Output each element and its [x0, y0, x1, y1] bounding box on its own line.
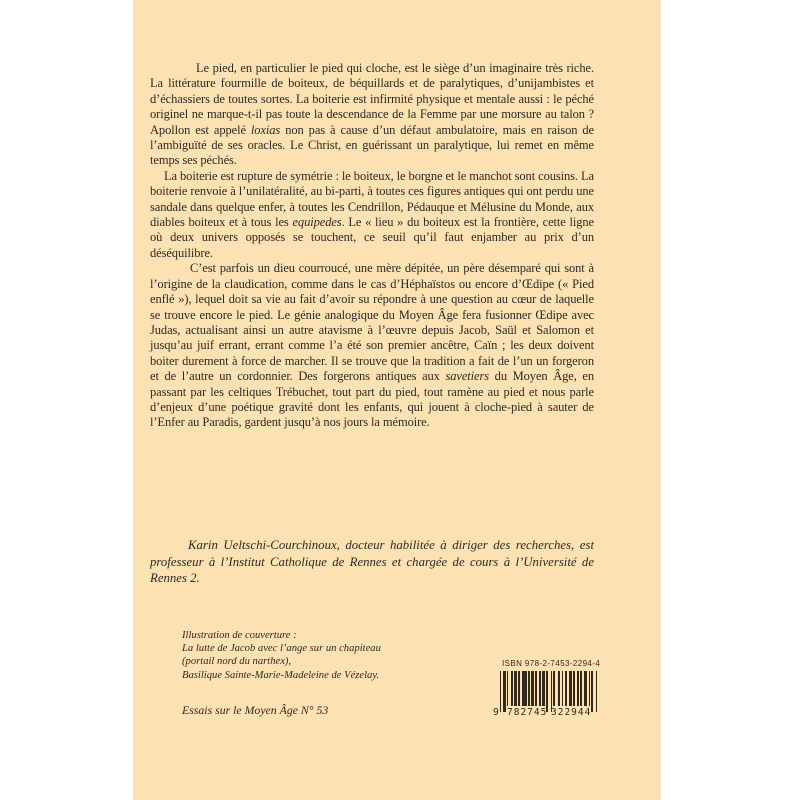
barcode-bar: [507, 671, 508, 706]
text-segment: C’est parfois un dieu courroucé, une mère dépitée, un père désemparé qui sont à l’origine de la claudication, comme dans le cas d’Héphaïstos ou encore d’Œdipe (« Pied enflé »), lequel doit sa vie au fait d’avoir su répondre à une question au cœur de laquelle se trouve encore le pied. Le génie analogique du Moyen Âge fera fusionner Œdipe avec Judas, actualisant ainsi un autre atavisme à l’œuvre depuis Jacob, Saül et Salomon et jusqu’au juif errant, errant comme l’a été son premier ancêtre, Caïn ; les deux doivent boiter durement à force de marcher. Il se trouve que la tradition a fait de l’un un forgeron et de l’autre un cordonnier. Des forgerons antiques aux: [150, 261, 594, 384]
paragraph: [150, 261, 594, 430]
barcode-bar: [503, 671, 506, 712]
cover-credit-line: La lutte de Jacob avec l’ange sur un chapiteau: [182, 643, 381, 655]
text-segment: La boiterie est rupture de symétrie : le boiteux, le borgne et le manchot sont cousins. La boiterie renvoie à l’unilatéralité, au bi-parti, à toutes ces figures antiques qui ont perdu une sandale dans quelque enfer, à toutes les Cendrillon, Pédauque et Mélusine du Monde, aux diables boiteux et à tous les: [150, 168, 594, 230]
barcode-bar: [500, 671, 501, 712]
italic-term: loxias: [250, 122, 281, 137]
barcode-bar: [584, 671, 587, 706]
barcode-bar: [518, 671, 519, 706]
barcode-bar: [535, 671, 536, 706]
barcode-digit-group1: 782745: [507, 707, 548, 718]
text-segment: . Le « lieu » du boiteux est la frontière, cette ligne où deux univers opposés se touchent, ce seuil qu’il faut enjamber au prix d’un déséquilibre.: [150, 215, 594, 260]
barcode-bar: [553, 671, 554, 706]
barcode-bar: [589, 671, 590, 706]
barcode-bar: [558, 671, 561, 706]
barcode-bar: [569, 671, 572, 706]
italic-term: savetiers: [445, 369, 490, 384]
barcode-bar: [577, 671, 578, 706]
body-text: [150, 61, 594, 431]
barcode-bar: [565, 671, 568, 706]
barcode-bar: [511, 671, 512, 706]
isbn-label: ISBN 978-2-7453-2294-4: [502, 659, 601, 668]
cover-credit-line: (portail nord du narthex),: [182, 656, 292, 668]
text-segment: non pas à cause d’un défaut ambulatoire, mais en raison de l’ambiguïté de ses oracles. Le Christ, en guérissant un paralytique, lui remet en même temps ses péchés.: [150, 122, 594, 168]
barcode-bar: [551, 671, 552, 712]
author-bio: Karin Ueltschi-Courchinoux, docteur habilitée à diriger des recherches, est professeur à l’Institut Catholique de Rennes et chargée de cours à l’Université de Rennes 2.: [150, 538, 594, 586]
text-segment: Le pied, en particulier le pied qui cloche, est le siège d’un imaginaire très riche. La littérature fourmille de boiteux, de béquillards et de paralytiques, d’unijambistes et d’échassiers de toutes sortes. La boiterie est infirmité physique et mentale aussi : le péché originel ne marque-t-il pas toute la descendance de la Femme par une morsure au talon ? Apollon est appelé: [150, 61, 594, 137]
barcode-bar: [514, 671, 517, 706]
barcode-bar: [528, 671, 529, 706]
paragraph: [150, 61, 594, 169]
barcode-bar: [542, 671, 545, 706]
barcode-digits: [488, 707, 604, 718]
barcode-digit-group2: 322944: [551, 707, 592, 718]
barcode-bar: [596, 671, 597, 712]
isbn-barcode: [488, 659, 604, 718]
text-segment: du Moyen Âge, en passant par les celtiques Trébuchet, tout part du pied, tout ramène au pied et nous parle d’enjeux d’une poétique gravité dont les enfants, qui jouent à cloche-pied à sauter de l’Enfer au Paradis, gardent jusqu’à nos jours la mémoire.: [150, 369, 594, 430]
barcode-bars-icon: [500, 670, 598, 711]
barcode-bar: [562, 671, 563, 706]
series-label: Essais sur le Moyen Âge N° 53: [182, 703, 329, 717]
cover: [133, 0, 661, 800]
italic-term: equipedes: [292, 215, 342, 230]
barcode-bar: [522, 671, 526, 706]
cover-credit-line: Illustration de couverture :: [182, 630, 297, 641]
barcode-digit-left: 9: [493, 707, 499, 718]
barcode-bar: [546, 671, 547, 712]
barcode-bar: [573, 671, 574, 706]
barcode-bar: [531, 671, 534, 706]
barcode-bar: [591, 671, 592, 712]
barcode-bar: [580, 671, 581, 706]
barcode-bar: [539, 671, 540, 706]
paragraph: [150, 169, 594, 261]
cover-credit: [182, 629, 381, 682]
cover-credit-line: Basilique Sainte-Marie-Madeleine de Vézelay.: [182, 669, 380, 681]
